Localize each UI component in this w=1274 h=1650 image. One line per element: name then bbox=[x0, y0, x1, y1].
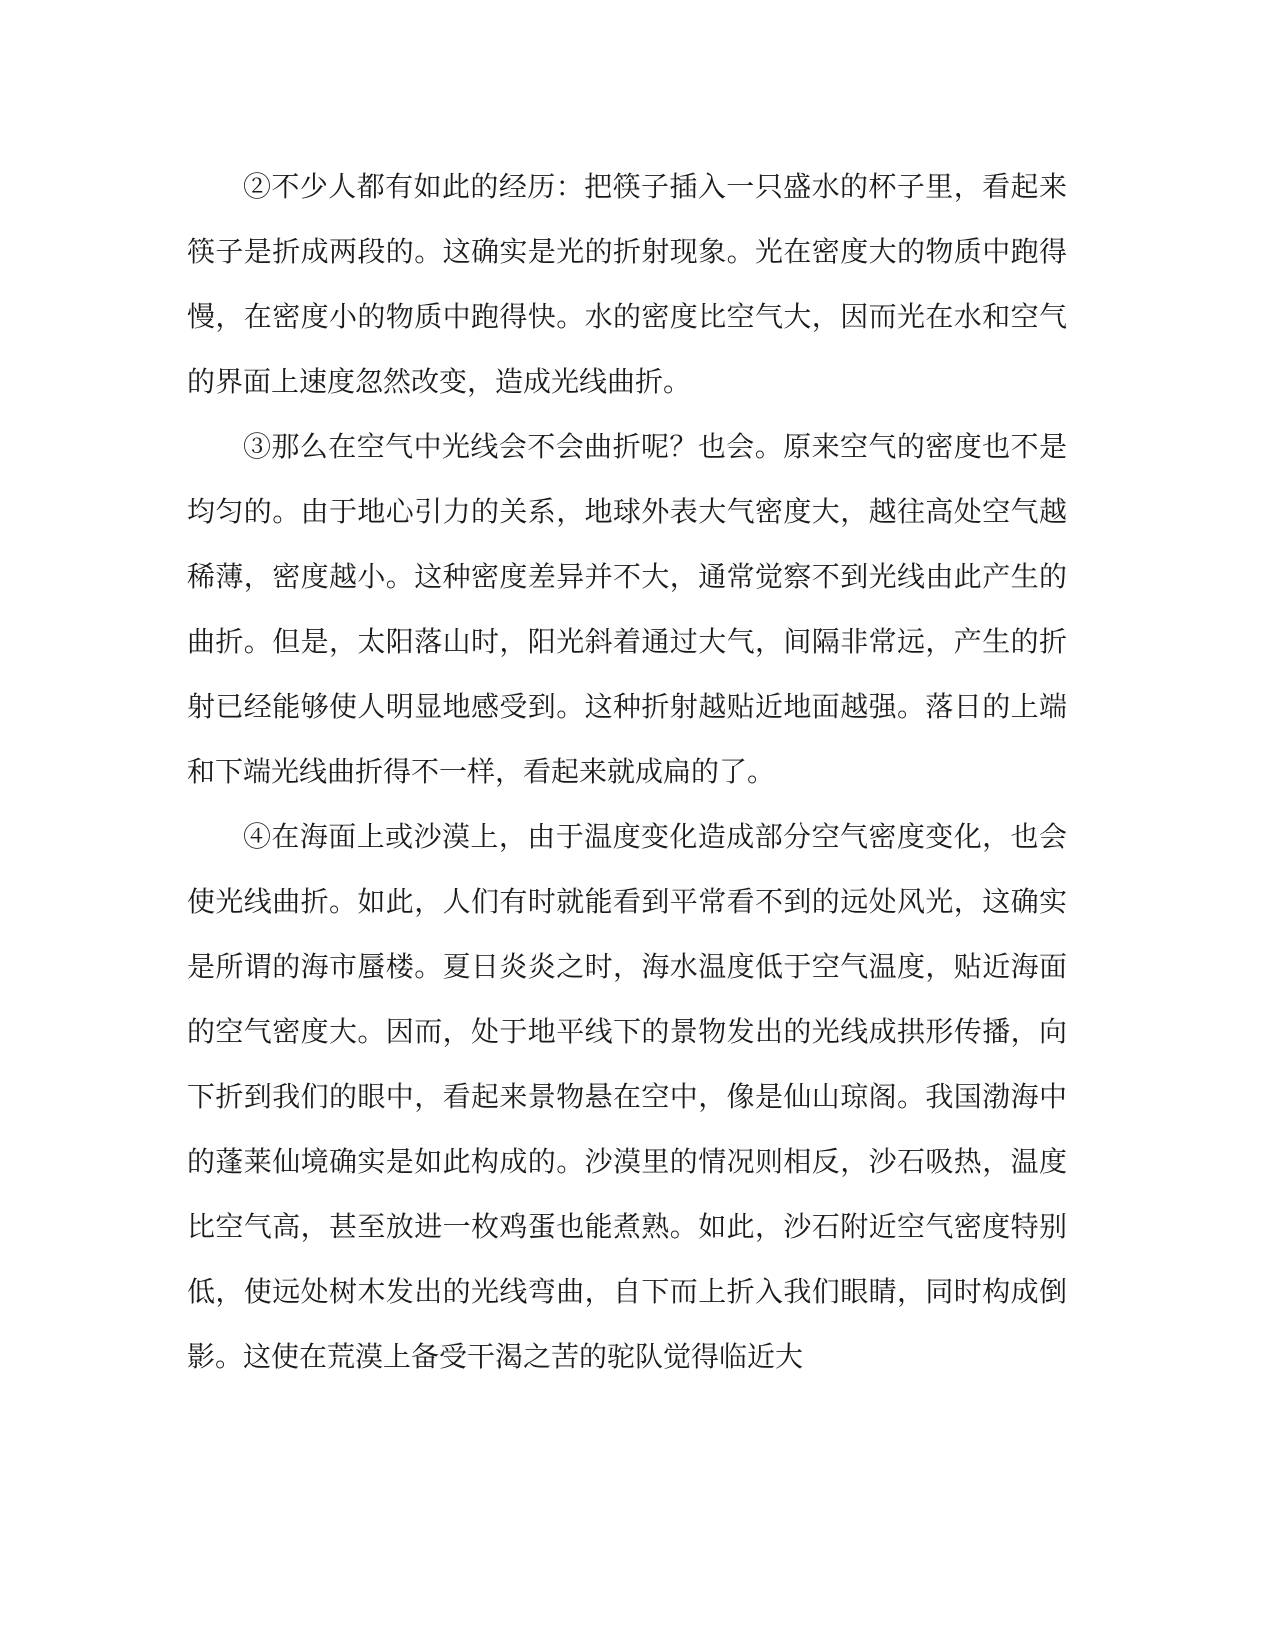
paragraph-2: ②不少人都有如此的经历：把筷子插入一只盛水的杯子里，看起来筷子是折成两段的。这确实是光的折射现象。光在密度大的物质中跑得慢，在密度小的物质中跑得快。水的密度比空气大，因而光在水和空气的界面上速度忽然改变，造成光线曲折。 bbox=[187, 170, 1067, 398]
paragraph-4: ④在海面上或沙漠上，由于温度变化造成部分空气密度变化，也会使光线曲折。如此，人们有时就能看到平常看不到的远处风光，这确实是所谓的海市蜃楼。夏日炎炎之时，海水温度低于空气温度，贴近海面的空气密度大。因而，处于地平线下的景物发出的光线成拱形传播，向下折到我们的眼中，看起来景物悬在空中，像是仙山琼阁。我国渤海中的蓬莱仙境确实是如此构成的。沙漠里的情况则相反，沙石吸热，温度比空气高，甚至放进一枚鸡蛋也能煮熟。如此，沙石附近空气密度特别低，使远处树木发出的光线弯曲，自下而上折入我们眼睛，同时构成倒影。这使在荒漠上备受干渴之苦的驼队觉得临近大 bbox=[187, 820, 1067, 1373]
paragraph-3: ③那么在空气中光线会不会曲折呢？也会。原来空气的密度也不是均匀的。由于地心引力的关系，地球外表大气密度大，越往高处空气越稀薄，密度越小。这种密度差异并不大，通常觉察不到光线由此产生的曲折。但是，太阳落山时，阳光斜着通过大气，间隔非常远，产生的折射已经能够使人明显地感受到。这种折射越贴近地面越强。落日的上端和下端光线曲折得不一样，看起来就成扁的了。 bbox=[187, 430, 1067, 788]
document-body bbox=[187, 154, 1067, 1389]
